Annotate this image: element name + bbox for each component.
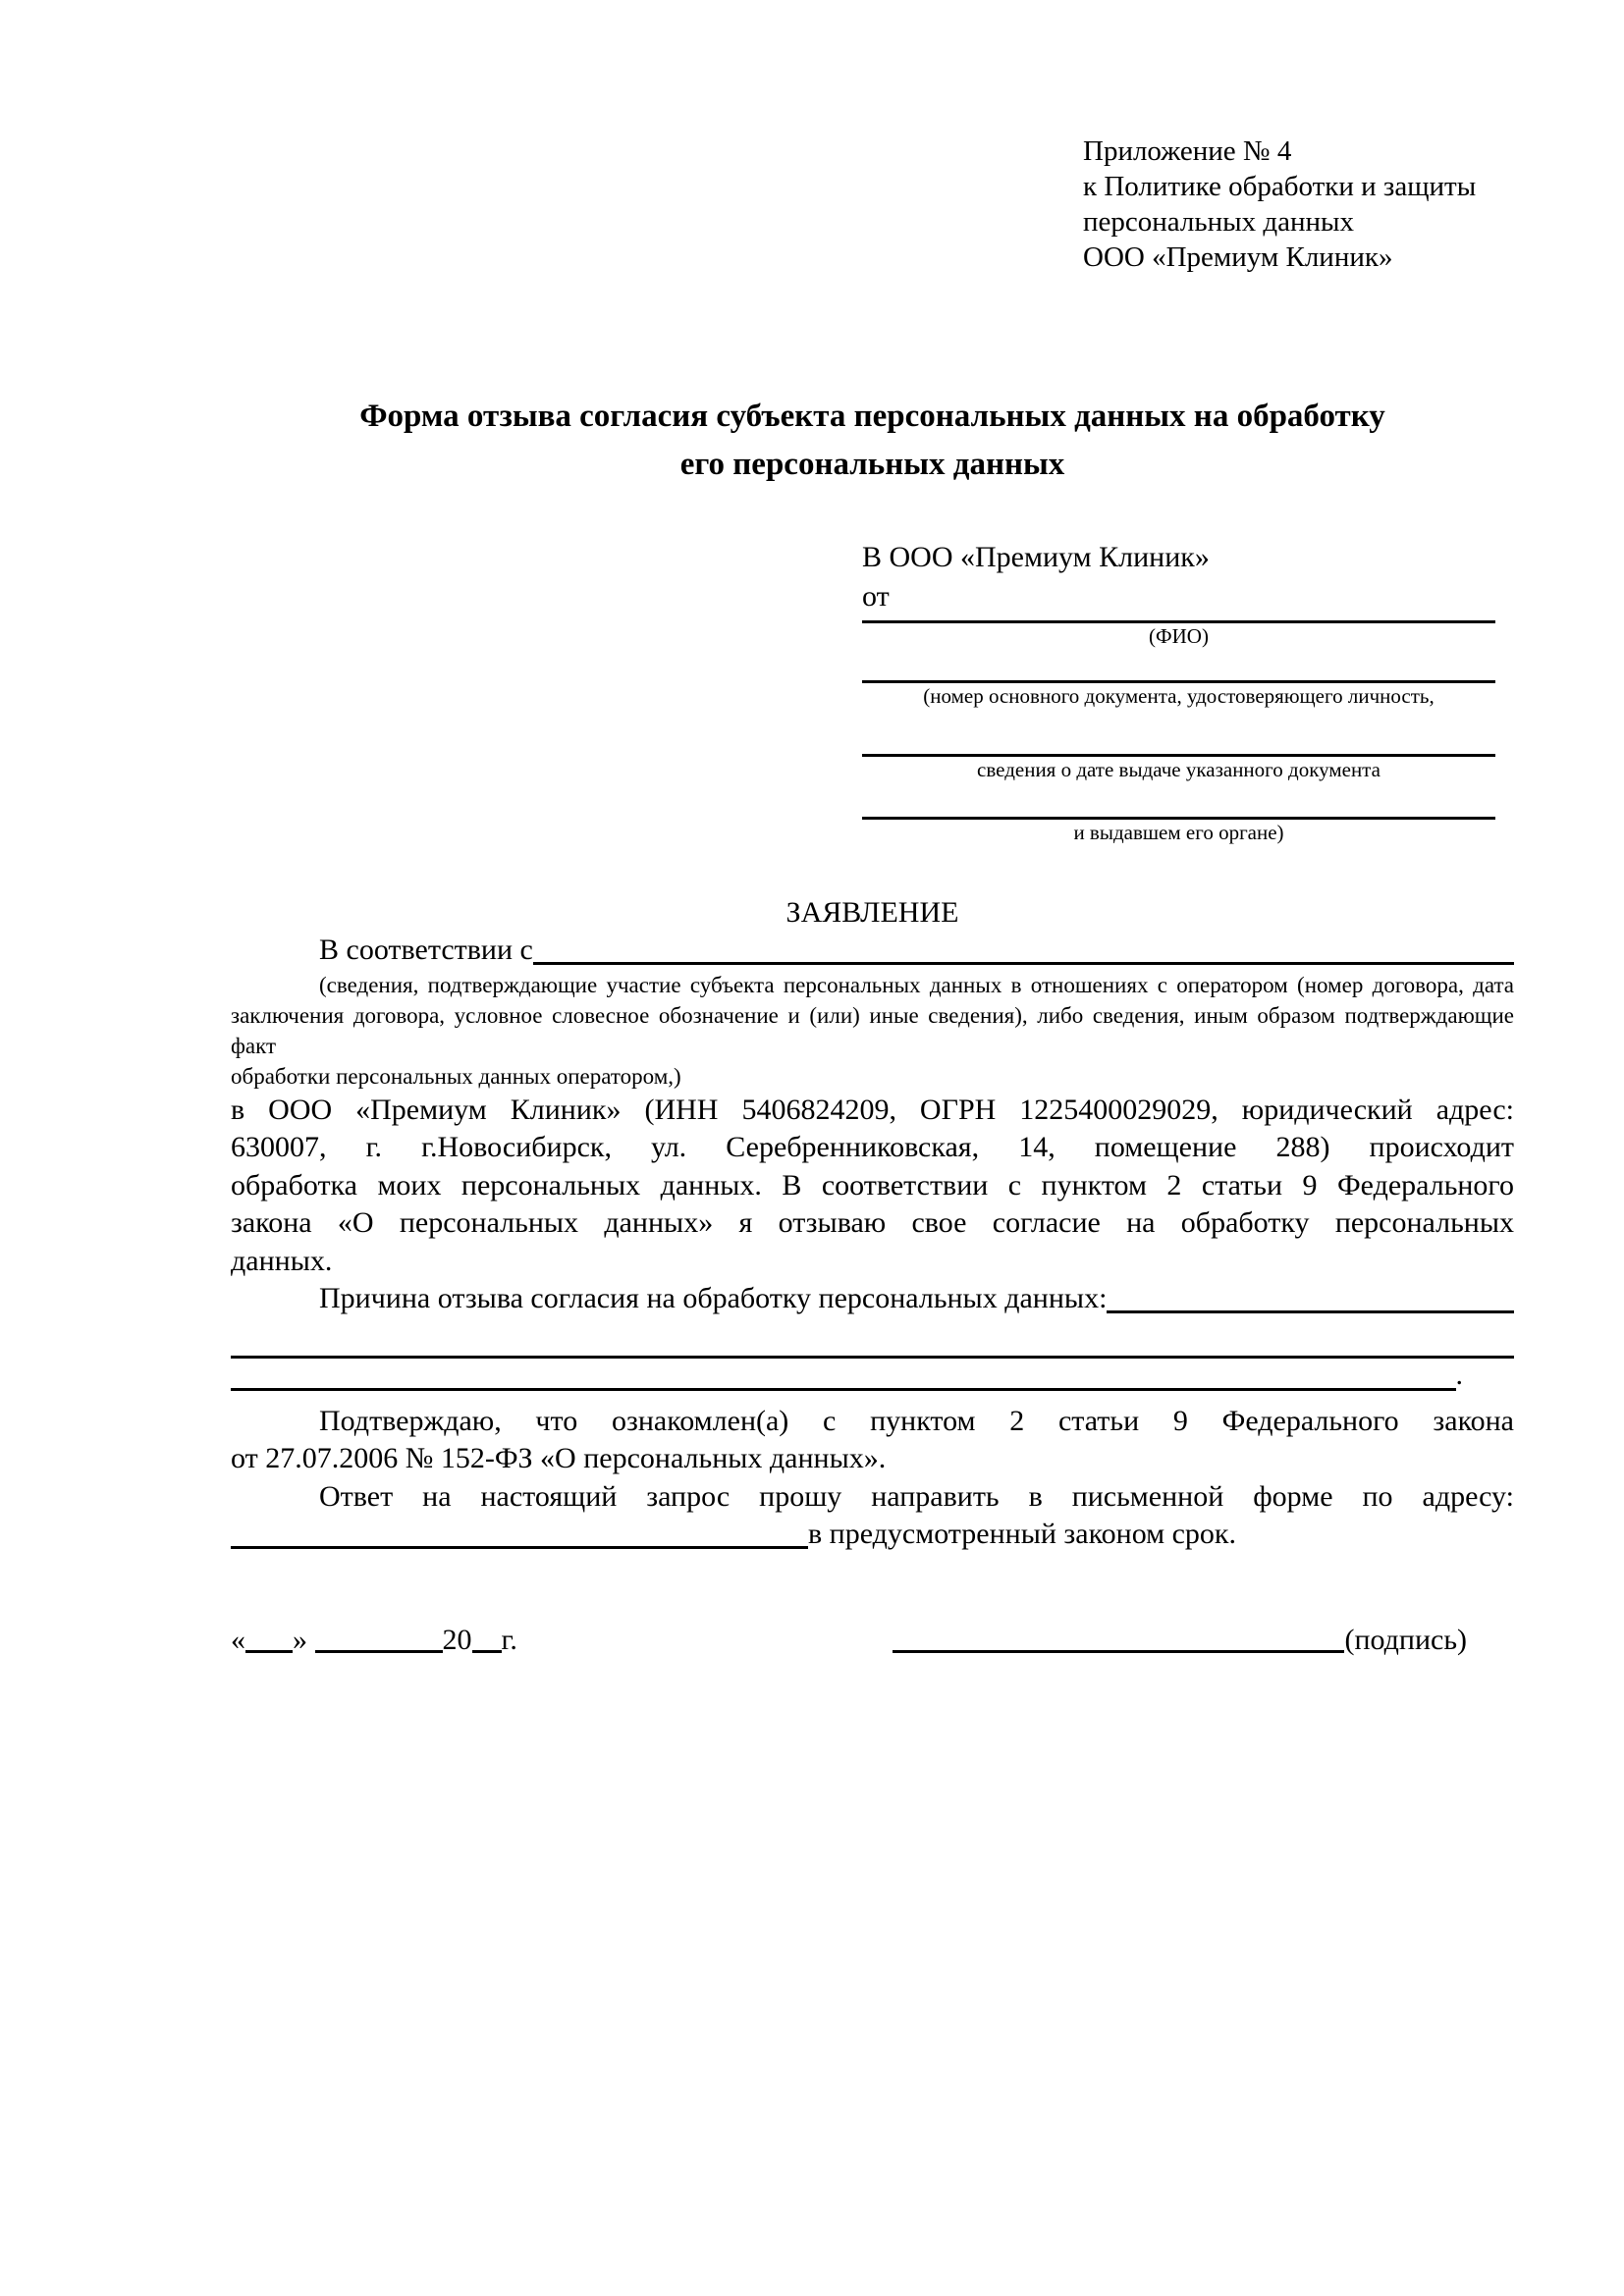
header-line: к Политике обработки и защиты <box>1083 171 1477 202</box>
reply-line: в предусмотренный законом срок. <box>808 1518 1236 1550</box>
form-title <box>231 393 1514 489</box>
signature-underline <box>893 1625 1344 1653</box>
confirm-line: от 27.07.2006 № 152-ФЗ «О персональных данных». <box>231 1442 887 1474</box>
reply-address-line <box>231 1516 1514 1554</box>
reply-address-underline <box>231 1516 808 1549</box>
addressee-block <box>862 538 1495 845</box>
intro-prefix: В соответствии с <box>319 934 533 966</box>
body-line: данных. <box>231 1244 333 1277</box>
header-line: ООО «Премиум Клиник» <box>1083 241 1393 273</box>
issue-date-caption: сведения о дате выдаче указанного документа <box>977 758 1380 781</box>
reason-blank-underline <box>1107 1280 1514 1313</box>
document-content <box>231 0 1514 1659</box>
signature-group <box>893 1621 1467 1659</box>
header-line: Приложение № 4 <box>1083 135 1292 167</box>
form-title-line: Форма отзыва согласия субъекта персональных данных на обработку <box>359 399 1385 434</box>
issue-date-blank-line <box>862 709 1495 757</box>
intro-line <box>231 932 1514 970</box>
reason-label: Причина отзыва согласия на обработку персональных данных: <box>319 1282 1108 1314</box>
reply-line: Ответ на настоящий запрос прошу направить в письменной форме по адресу: <box>319 1479 1514 1513</box>
reply-paragraph <box>231 1478 1514 1554</box>
date-month-underline <box>315 1625 443 1653</box>
write-in-underline <box>231 1359 1456 1391</box>
footnote-line: заключения договора, условное словесное обозначение и (или) иные сведения), либо сведения, иным образом подтверждающие факт <box>231 1002 1514 1058</box>
issue-org-blank-line <box>862 782 1495 820</box>
date-year-underline <box>472 1625 502 1653</box>
body-paragraph <box>231 1092 1514 1281</box>
header-line: персональных данных <box>1083 206 1355 238</box>
body-line: закона «О персональных данных» я отзываю свое согласие на обработку персональных <box>231 1206 1514 1239</box>
signature-caption: (подпись) <box>1344 1623 1467 1656</box>
date-signature-row <box>231 1621 1514 1659</box>
addressee-from: от <box>862 580 890 613</box>
body-line: 630007, г. г.Новосибирск, ул. Серебренниковская, 14, помещение 288) происходит <box>231 1131 1514 1163</box>
form-title-line: его персональных данных <box>679 447 1065 482</box>
confirm-paragraph <box>231 1403 1514 1478</box>
intro-blank-underline <box>533 932 1514 965</box>
date-day-underline <box>245 1625 293 1653</box>
statement-heading: ЗАЯВЛЕНИЕ <box>785 896 959 929</box>
reason-line <box>231 1280 1514 1318</box>
body-line: обработка моих персональных данных. В соответствии с пунктом 2 статьи 9 Федерального <box>231 1168 1514 1201</box>
end-period: . <box>1455 1358 1463 1391</box>
footnote-line: обработки персональных данных оператором,) <box>231 1063 681 1089</box>
footnote <box>231 970 1514 1092</box>
date-year-suffix: г. <box>501 1623 517 1656</box>
date-group <box>231 1621 517 1659</box>
write-in-line-1 <box>231 1318 1514 1359</box>
fio-blank-line <box>862 616 1495 623</box>
date-close-quote: » <box>293 1623 307 1656</box>
footnote-line: (сведения, подтверждающие участие субъекта персональных данных в отношениях с оператором (номер договора, дата <box>319 972 1514 997</box>
date-open-quote: « <box>231 1623 245 1656</box>
write-in-line-2 <box>231 1359 1514 1391</box>
date-year-prefix: 20 <box>442 1623 472 1656</box>
fio-caption: (ФИО) <box>1149 624 1209 648</box>
confirm-line: Подтверждаю, что ознакомлен(а) с пунктом 2 статьи 9 Федерального закона <box>319 1404 1514 1437</box>
body-line: в ООО «Премиум Клиник» (ИНН 5406824209, ОГРН 1225400029029, юридический адрес: <box>231 1093 1514 1126</box>
issue-org-caption: и выдавшем его органе) <box>1073 821 1284 844</box>
doc-number-caption: (номер основного документа, удостоверяющего личность, <box>923 684 1435 708</box>
addressee-to: В ООО «Премиум Клиник» <box>862 541 1210 573</box>
doc-number-blank-line <box>862 649 1495 683</box>
